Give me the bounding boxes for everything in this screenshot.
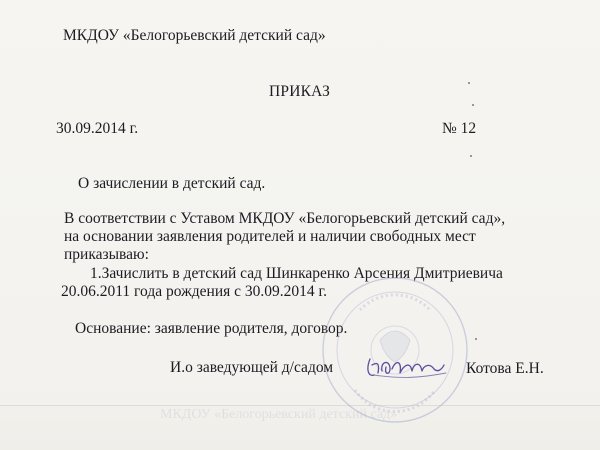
order-number: № 12	[442, 120, 477, 137]
speck-mark	[472, 104, 474, 106]
signatory-position: И.о заведующей д/садом	[170, 359, 334, 376]
enroll-item-line-2: 20.06.2011 года рождения с 30.09.2014 г.	[61, 283, 328, 300]
speck-mark	[475, 338, 477, 340]
order-subject: О зачислении в детский сад.	[78, 175, 266, 192]
speck-mark	[468, 82, 470, 84]
signatory-name: Котова Е.Н.	[466, 360, 544, 377]
order-date: 30.09.2014 г.	[56, 120, 139, 137]
body-line-2: на основании заявления родителей и наличии свободных мест	[64, 228, 476, 245]
order-title: ПРИКАЗ	[269, 83, 331, 100]
organization-header: МКДОУ «Белогорьевский детский сад»	[63, 27, 326, 44]
page-edge-shadow	[0, 405, 600, 406]
bleed-through-text: МКДОУ «Белогорьевский детский сад»	[160, 407, 398, 422]
body-line-1: В соответствии с Уставом МКДОУ «Белогорьевский детский сад»,	[64, 210, 506, 227]
handwritten-signature-icon	[360, 345, 455, 390]
basis-line: Основание: заявление родителя, договор.	[75, 320, 348, 337]
speck-mark	[470, 155, 472, 157]
enroll-item-line-1: 1.Зачислить в детский сад Шинкаренко Арсения Дмитриевича	[90, 265, 503, 282]
body-line-3: приказываю:	[64, 246, 149, 263]
